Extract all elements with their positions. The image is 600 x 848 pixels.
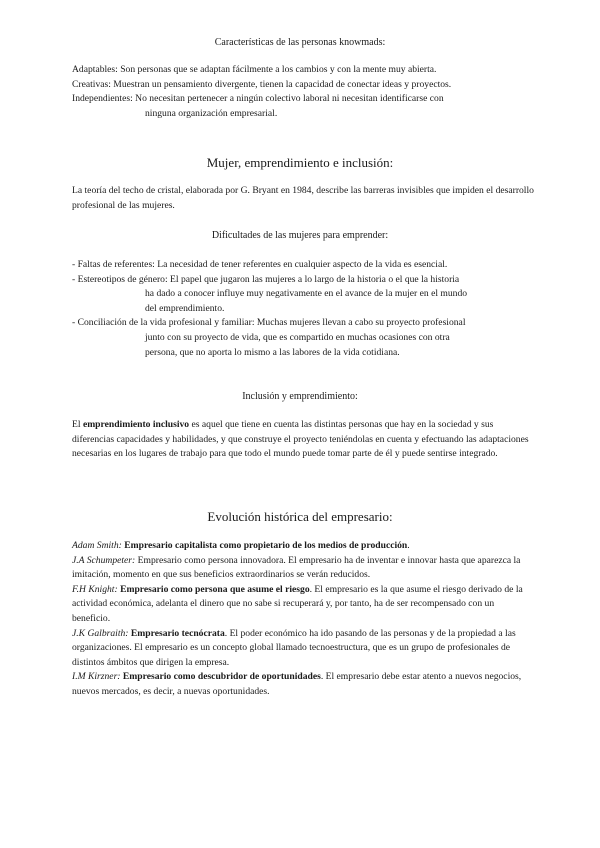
galbraith-concept: Empresario tecnócrata: [128, 627, 225, 639]
adaptables-text: Son personas que se adaptan fácilmente a los cambios y con la mente muy abierta.: [117, 64, 437, 75]
smith-text: .: [407, 540, 410, 551]
evolucion-list: [72, 539, 534, 700]
knowmads-independientes-cont: ninguna organización empresarial.: [145, 107, 278, 119]
independientes-text: No necesitan pertenecer a ningún colectivo laboral ni necesitan identificarse con: [132, 93, 444, 105]
evolucion-item-schumpeter: [72, 554, 534, 583]
schumpeter-text: Empresario como persona innovadora. El empresario ha de inventar e innovar hasta que aparezca la imitación, momento en que sus beneficios extraordinarios se verán reducidos.: [72, 554, 521, 581]
knowmads-creativas: [72, 78, 534, 93]
dificultad-item-conciliacion-cont2: persona, que no aporta lo mismo a las labores de la vida cotidiana.: [145, 346, 400, 358]
kirzner-text: . El empresario debe estar atento a nuevos negocios, nuevos mercados, es decir, a nuevas oportunidades.: [72, 671, 522, 697]
knight-name: F.H Knight:: [72, 583, 118, 595]
kirzner-name: I.M Kirzner:: [72, 671, 121, 683]
inclusion-paragraph: [72, 418, 534, 462]
independientes-term: Independientes:: [72, 93, 133, 105]
creativas-term: Creativas:: [72, 78, 111, 90]
evolucion-item-kirzner: [72, 670, 534, 699]
galbraith-name: J.K Galbraith:: [72, 627, 129, 639]
inclusion-term: emprendimiento inclusivo: [82, 419, 190, 430]
smith-name: Adam Smith:: [72, 540, 122, 551]
inclusion-text-pre: El: [72, 419, 83, 430]
evolucion-title: Evolución histórica del empresario:: [207, 509, 393, 524]
knight-text: . El empresario es la que asume el riesgo derivado de la actividad económica, adelanta el dinero que no sabe si recuperará y, por tanto, ha de ser recompensado con un beneficio.: [72, 583, 523, 624]
knowmads-title: Características de las personas knowmads:: [214, 37, 386, 48]
knight-concept: Empresario como persona que asume el riesgo: [117, 583, 310, 595]
inclusion-text-post: es aquel que tiene en cuenta las distintas personas que hay en la sociedad y sus diferencias capacidades y habilidades, y que construye el proyecto teniéndolas en cuenta y efectuando las adaptaciones necesarias en los lugares de trabajo para que todo el mundo puede tomar parte de él y puede sentirse integrado.: [72, 419, 529, 460]
adaptables-term: Adaptables:: [72, 64, 118, 75]
mujer-title: Mujer, emprendimiento e inclusión:: [206, 155, 394, 170]
dificultades-title: Dificultades de las mujeres para emprender:: [211, 230, 389, 241]
knowmads-adaptables: [72, 63, 534, 78]
dificultades-list: [72, 258, 534, 360]
dificultad-item-conciliacion-cont: junto con su proyecto de vida, que es compartido en muchas ocasiones con otra: [145, 331, 450, 343]
dificultad-item-estereotipos-cont: ha dado a conocer influye muy negativamente en el avance de la mujer en el mundo: [145, 288, 468, 300]
evolucion-item-knight: [72, 583, 534, 627]
dificultad-item-conciliacion: - Conciliación de la vida profesional y familiar: Muchas mujeres llevan a cabo su proyecto profesional: [72, 317, 466, 329]
inclusion-title: Inclusión y emprendimiento:: [242, 391, 358, 402]
knowmads-list: [72, 63, 534, 121]
smith-concept: Empresario capitalista como propietario de los medios de producción: [121, 540, 408, 551]
mujer-intro: La teoría del techo de cristal, elaborada por G. Bryant en 1984, describe las barreras invisibles que impiden el desarrollo profesional de las mujeres.: [72, 185, 534, 211]
evolucion-item-smith: [72, 539, 534, 554]
knowmads-independientes: [72, 92, 534, 107]
evolucion-item-galbraith: [72, 627, 534, 671]
creativas-text: Muestran un pensamiento divergente, tienen la capacidad de conectar ideas y proyectos.: [110, 78, 452, 90]
dificultad-item-estereotipos-cont2: del emprendimiento.: [145, 302, 225, 314]
kirzner-concept: Empresario como descubridor de oportunidades: [120, 671, 321, 683]
schumpeter-name: J.A Schumpeter:: [72, 554, 136, 566]
dificultad-item-referentes: - Faltas de referentes: La necesidad de tener referentes en cualquier aspecto de la vida es esencial.: [72, 259, 448, 270]
galbraith-text: . El poder económico ha ido pasando de las personas y de la propiedad a las organizaciones. El empresario es un concepto global llamado tecnoestructura, que es un grupo de profesionales de distintos ámbitos que dirigen la empresa.: [72, 627, 516, 668]
dificultad-item-estereotipos: - Estereotipos de género: El papel que jugaron las mujeres a lo largo de la historia o el que la historia: [72, 273, 460, 285]
